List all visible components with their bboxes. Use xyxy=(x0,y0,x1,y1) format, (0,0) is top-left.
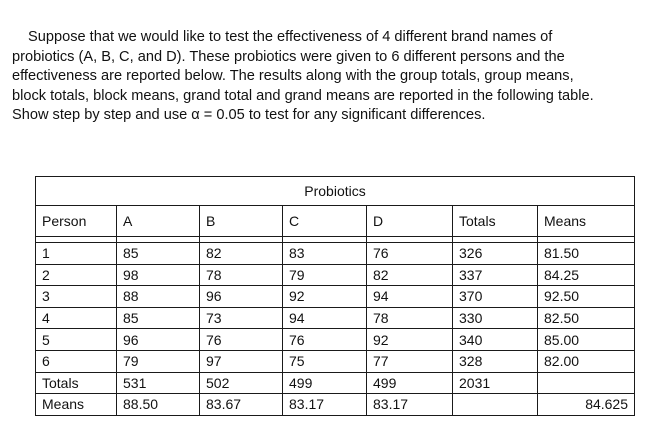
problem-line: effectiveness are reported below. The results along with the group totals, group means, xyxy=(12,68,574,85)
means-label: Means xyxy=(36,394,117,416)
row-mean-cell: 82.50 xyxy=(538,307,635,329)
value-cell-a: 98 xyxy=(117,264,200,286)
value-cell-b: 96 xyxy=(200,286,283,308)
value-cell-c: 75 xyxy=(283,350,367,372)
person-cell: 1 xyxy=(36,243,117,265)
group-total-d: 499 xyxy=(367,372,453,394)
group-mean-b: 83.67 xyxy=(200,394,283,416)
person-cell: 4 xyxy=(36,307,117,329)
value-cell-a: 88 xyxy=(117,286,200,308)
person-cell: 5 xyxy=(36,329,117,351)
row-mean-cell: 82.00 xyxy=(538,350,635,372)
value-cell-b: 73 xyxy=(200,307,283,329)
row-total-cell: 340 xyxy=(453,329,538,351)
value-cell-b: 82 xyxy=(200,243,283,265)
value-cell-d: 92 xyxy=(367,329,453,351)
value-cell-a: 85 xyxy=(117,307,200,329)
header-b: B xyxy=(200,206,283,237)
value-cell-d: 77 xyxy=(367,350,453,372)
table-row xyxy=(36,329,635,351)
value-cell-d: 78 xyxy=(367,307,453,329)
table-row xyxy=(36,264,635,286)
totals-mean-empty xyxy=(538,372,635,394)
row-total-cell: 328 xyxy=(453,350,538,372)
table-title-row xyxy=(36,177,635,206)
problem-line: Show step by step and use α = 0.05 to test for any significant differences. xyxy=(12,107,486,124)
value-cell-b: 97 xyxy=(200,350,283,372)
row-mean-cell: 85.00 xyxy=(538,329,635,351)
row-total-cell: 326 xyxy=(453,243,538,265)
grand-total: 2031 xyxy=(453,372,538,394)
totals-row xyxy=(36,372,635,394)
header-totals: Totals xyxy=(453,206,538,237)
value-cell-a: 79 xyxy=(117,350,200,372)
value-cell-b: 76 xyxy=(200,329,283,351)
value-cell-c: 94 xyxy=(283,307,367,329)
value-cell-a: 85 xyxy=(117,243,200,265)
group-mean-c: 83.17 xyxy=(283,394,367,416)
means-row xyxy=(36,394,635,416)
grand-mean: 84.625 xyxy=(538,394,635,416)
row-mean-cell: 92.50 xyxy=(538,286,635,308)
problem-line: probiotics (A, B, C, and D). These probiotics were given to 6 different persons and the xyxy=(12,48,565,65)
problem-line: block totals, block means, grand total and grand means are reported in the following table. xyxy=(12,87,594,104)
value-cell-d: 82 xyxy=(367,264,453,286)
means-total-empty xyxy=(453,394,538,416)
value-cell-b: 78 xyxy=(200,264,283,286)
probiotics-group-title: Probiotics xyxy=(36,177,635,206)
value-cell-d: 94 xyxy=(367,286,453,308)
totals-label: Totals xyxy=(36,372,117,394)
table-header-row xyxy=(36,206,635,237)
value-cell-c: 76 xyxy=(283,329,367,351)
person-cell: 2 xyxy=(36,264,117,286)
header-c: C xyxy=(283,206,367,237)
table-row xyxy=(36,286,635,308)
header-d: D xyxy=(367,206,453,237)
header-person: Person xyxy=(36,206,117,237)
group-total-b: 502 xyxy=(200,372,283,394)
row-total-cell: 330 xyxy=(453,307,538,329)
problem-line: Suppose that we would like to test the effectiveness of 4 different brand names of xyxy=(28,29,553,45)
row-mean-cell: 84.25 xyxy=(538,264,635,286)
value-cell-c: 83 xyxy=(283,243,367,265)
person-cell: 3 xyxy=(36,286,117,308)
row-total-cell: 370 xyxy=(453,286,538,308)
value-cell-c: 79 xyxy=(283,264,367,286)
group-total-c: 499 xyxy=(283,372,367,394)
probiotics-data-table xyxy=(35,176,635,416)
table-row xyxy=(36,307,635,329)
group-mean-a: 88.50 xyxy=(117,394,200,416)
problem-statement xyxy=(12,28,660,126)
group-total-a: 531 xyxy=(117,372,200,394)
row-mean-cell: 81.50 xyxy=(538,243,635,265)
person-cell: 6 xyxy=(36,350,117,372)
value-cell-d: 76 xyxy=(367,243,453,265)
table-row xyxy=(36,243,635,265)
value-cell-a: 96 xyxy=(117,329,200,351)
header-means: Means xyxy=(538,206,635,237)
group-mean-d: 83.17 xyxy=(367,394,453,416)
table-row xyxy=(36,350,635,372)
row-total-cell: 337 xyxy=(453,264,538,286)
value-cell-c: 92 xyxy=(283,286,367,308)
header-a: A xyxy=(117,206,200,237)
